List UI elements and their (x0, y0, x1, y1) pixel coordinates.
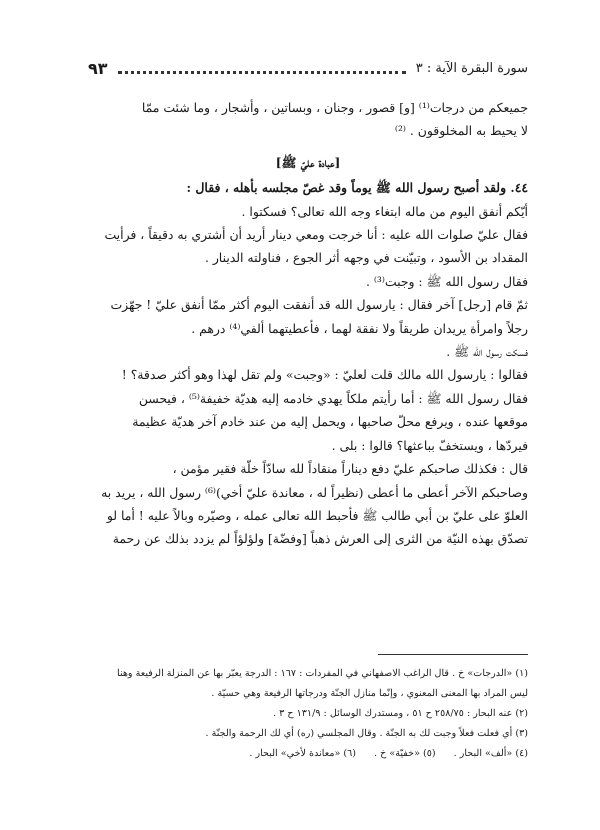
text-line: قال : فكذلك صاحبكم عليّ دفع ديناراً منقاداً لله سادّاً خلّة فقير مؤمن ، (172, 461, 528, 477)
text-line: رجلاً وامرأة يريدان طريقاً ولا نفقة لهما ، فأعطيتهما ألفي⁽⁴⁾ درهم . (191, 320, 528, 336)
footnote-5: (٥) «خفيّة» خ . (374, 748, 436, 759)
footnote-1-line-2: ليس المراد بها المعنى المعنوي ، وإنّما منازل الجنّة ودرجاتها الرفيعة وهي حسيّة . (211, 688, 528, 699)
text-line: فسكت رسول الله ﷺ . (446, 344, 528, 360)
footnote-4: (٤) «ألف» البحار . (453, 748, 528, 759)
page-header (88, 56, 528, 80)
main-text (88, 96, 528, 551)
footnote-2: (٢) عنه البحار : ٢٥٨/٧٥ ح ٥١ ، ومستدرك الوسائل : ١٣١/٩ ح ٣ . (273, 708, 528, 719)
text-line: أيّكم أنفق اليوم من ماله ابتغاء وجه الله تعالى؟ فسكتوا . (241, 203, 528, 219)
footnote-6: (٦) «معاندة لأخي» البحار . (249, 748, 357, 759)
footnote-1-line-1: (١) «الدرجات» خ . قال الراغب الاصفهاني في المفردات : ١٦٧ : الدرجة يعبّر بها عن المنزلة الرفيعة وهنا (117, 668, 528, 679)
footnote-separator (378, 654, 528, 655)
hadith-number-line: ٤٤. ولقد أصبح رسول الله ﷺ يوماً وقد غصّ مجلسه بأهله ، فقال : (186, 180, 528, 196)
text-line: لا يحيط به المخلوقون . ⁽²⁾ (394, 123, 528, 139)
text-line: فقال رسول الله ﷺ : وجبت⁽³⁾ . (365, 273, 528, 289)
footnotes (88, 664, 528, 764)
footnote-3: (٣) أي فعلت فعلاً وجبت لك به الجنّة . وقال المجلسي (ره) أي لك الرحمة والجنّة . (205, 728, 528, 739)
text-line: فقال رسول الله ﷺ : أما رأيتم ملكاً يهدي خادمه إليه هديّة خفيفة⁽⁵⁾ ، فيحسن (138, 390, 528, 406)
text-line: فقال عليّ صلوات الله عليه : أنا خرجت ومعي دينار أريد أن أشتري به دقيقاً ، فرأيت (104, 227, 528, 243)
text-line: موقعها عنده ، ويرفع محلّ صاحبها ، ويحمل إليه من عند خادم آخر هديّة عظيمة (132, 414, 528, 430)
text-line: المقداد بن الأسود ، وتبيّنت في وجهه أثر الجوع ، فناولته الدينار . (204, 250, 528, 266)
page-number: ٩٣ (88, 58, 108, 78)
header-dotted-rule (118, 63, 406, 74)
text-line: فقالوا : يارسول الله مالك قلت لعليّ : «وجبت» ولم تقل لهذا وهو أكثر صدقة؟ ! (121, 367, 528, 383)
text-line: وصاحبكم الآخر أعطى ما أعطى (نظيراً له ، معاندة عليّ أخي)⁽⁶⁾ رسول الله ، يريد به (101, 484, 528, 500)
text-line: تصدّق بهذه النيّة من الثرى إلى العرش ذهباً [وفضّة] ولؤلؤاً لم يزدد بذلك عن رحمة (112, 531, 528, 547)
running-title: سورة البقرة الآية : ٣ (415, 60, 528, 76)
text-line: العلوّ على عليّ بن أبي طالب ﷺ فأحبط الله تعالى عمله ، وصيّره وبالاً عليه ! أما لو (106, 507, 528, 523)
text-line: جميعكم من درجات⁽¹⁾ [و] قصور ، وجنان ، وبساتين ، وأشجار ، وما شئت ممّا (141, 100, 528, 115)
text-line: ثمّ قام [رجل] آخر فقال : يارسول الله قد أنفقت اليوم أكثر ممّا أنفق عليّ ! جهّزت (110, 297, 528, 313)
footnotes-4-6-row (88, 744, 528, 764)
section-title: [عبادة عليّ ﷺ] (275, 154, 341, 170)
text-line: فيردّها ، ويستخفّ بباعثها؟ قالوا : بلى . (331, 437, 528, 453)
